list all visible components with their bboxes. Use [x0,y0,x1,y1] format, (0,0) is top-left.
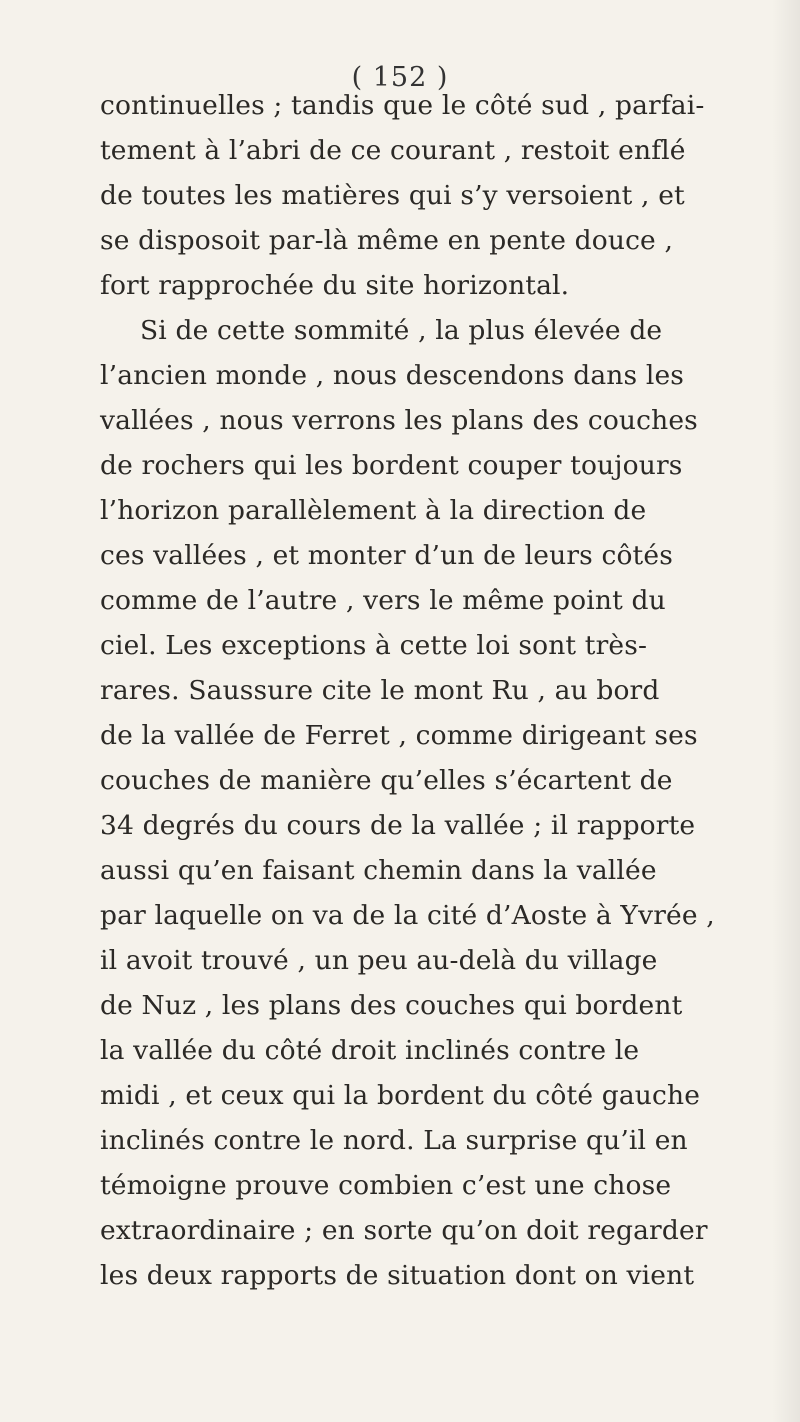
body-text [100,83,790,1298]
page-number: ( 152 ) [351,62,449,93]
text-line: fort rapprochée du site horizontal. [100,270,570,301]
text-line: tement à l’abri de ce courant , restoit enflé [100,135,686,166]
text-line: de rochers qui les bordent couper toujours [100,450,683,481]
text-line: continuelles ; tandis que le côté sud , parfai- [100,90,705,121]
text-line: il avoit trouvé , un peu au-delà du village [100,945,658,976]
text-line: de toutes les matières qui s’y versoient , et [100,180,685,211]
text-line: 34 degrés du cours de la vallée ; il rapporte [100,810,696,841]
text-line: midi , et ceux qui la bordent du côté gauche [100,1080,701,1111]
text-line: vallées , nous verrons les plans des couches [100,405,698,436]
text-line: l’ancien monde , nous descendons dans les [100,360,685,391]
text-line: témoigne prouve combien c’est une chose [100,1170,672,1201]
paragraph-start-line: Si de cette sommité , la plus élevée de [140,315,663,346]
text-line: par laquelle on va de la cité d’Aoste à Yvrée , [100,900,715,931]
text-line: de Nuz , les plans des couches qui bordent [100,990,683,1021]
text-line: de la vallée de Ferret , comme dirigeant ses [100,720,698,751]
text-line: ciel. Les exceptions à cette loi sont très- [100,630,648,661]
text-line: les deux rapports de situation dont on vient [100,1260,695,1291]
text-line: se disposoit par-là même en pente douce , [100,225,674,256]
text-line: aussi qu’en faisant chemin dans la vallée [100,855,657,886]
text-line: rares. Saussure cite le mont Ru , au bord [100,675,660,706]
text-line: la vallée du côté droit inclinés contre le [100,1035,640,1066]
text-line: comme de l’autre , vers le même point du [100,585,666,616]
text-line: inclinés contre le nord. La surprise qu’il en [100,1125,688,1156]
text-line: extraordinaire ; en sorte qu’on doit regarder [100,1215,708,1246]
text-line: couches de manière qu’elles s’écartent de [100,765,673,796]
text-line: ces vallées , et monter d’un de leurs côtés [100,540,673,571]
text-line: l’horizon parallèlement à la direction de [100,495,647,526]
